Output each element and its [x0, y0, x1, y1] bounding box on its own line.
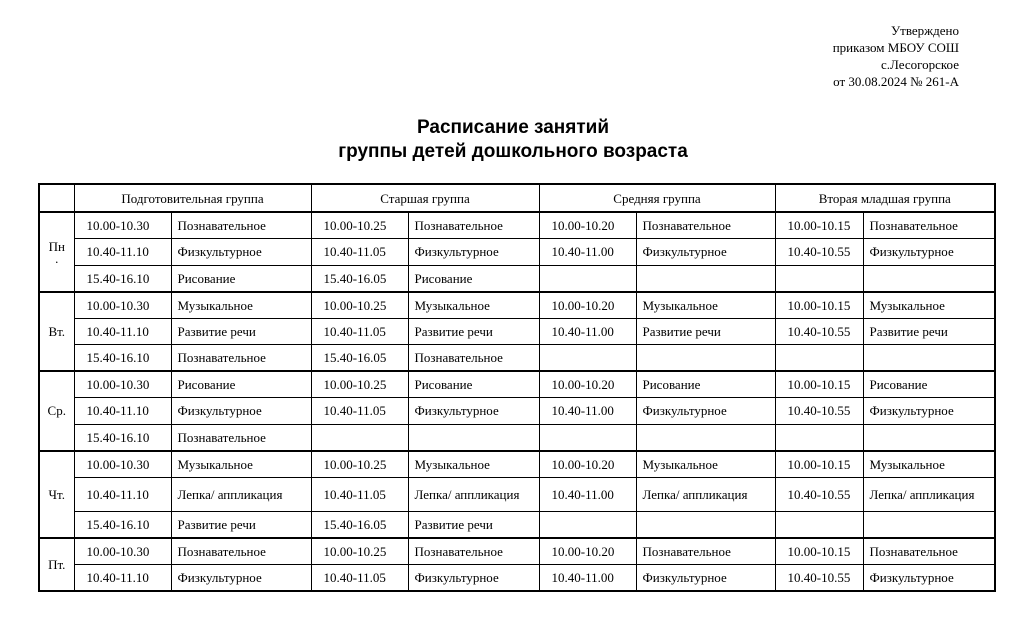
time-cell-junior: 10.00-10.15	[775, 292, 863, 319]
subject-cell-junior: Развитие речи	[863, 318, 995, 345]
subject-cell-middle: Музыкальное	[636, 292, 775, 319]
time-cell-senior: 15.40-16.05	[311, 345, 408, 372]
time-cell-middle: 10.00-10.20	[539, 292, 636, 319]
day-label	[39, 451, 74, 538]
day-label	[39, 292, 74, 372]
table-row	[39, 265, 995, 292]
time-cell-middle: 10.40-11.00	[539, 318, 636, 345]
time-cell-senior: 10.40-11.05	[311, 398, 408, 425]
subject-cell-prep: Рисование	[171, 371, 311, 398]
subject-cell-senior: Физкультурное	[408, 239, 539, 266]
time-cell-middle	[539, 345, 636, 372]
subject-cell-prep: Физкультурное	[171, 239, 311, 266]
table-row	[39, 345, 995, 372]
subject-cell-middle	[636, 511, 775, 538]
subject-cell-prep: Лепка/ аппликация	[171, 477, 311, 511]
subject-cell-junior	[863, 511, 995, 538]
subject-cell-junior: Лепка/ аппликация	[863, 477, 995, 511]
time-cell-prep: 15.40-16.10	[74, 424, 171, 451]
day-label-text: Пт.	[48, 556, 66, 572]
time-cell-junior	[775, 345, 863, 372]
header-group-middle: Средняя группа	[539, 184, 775, 212]
day-label	[39, 371, 74, 451]
time-cell-junior: 10.40-10.55	[775, 477, 863, 511]
subject-cell-middle: Познавательное	[636, 538, 775, 565]
schedule-table	[38, 183, 996, 592]
time-cell-prep: 10.40-11.10	[74, 398, 171, 425]
day-label-text: Ср.	[47, 403, 66, 419]
subject-cell-junior: Физкультурное	[863, 398, 995, 425]
time-cell-middle: 10.40-11.00	[539, 564, 636, 591]
subject-cell-junior	[863, 265, 995, 292]
time-cell-prep: 10.40-11.10	[74, 318, 171, 345]
time-cell-prep: 10.40-11.10	[74, 564, 171, 591]
subject-cell-middle: Познавательное	[636, 212, 775, 239]
time-cell-senior	[311, 424, 408, 451]
time-cell-senior: 15.40-16.05	[311, 511, 408, 538]
subject-cell-senior: Познавательное	[408, 538, 539, 565]
approval-block	[833, 22, 959, 90]
subject-cell-prep: Развитие речи	[171, 318, 311, 345]
approval-line-4: от 30.08.2024 № 261-А	[833, 74, 959, 89]
time-cell-prep: 10.00-10.30	[74, 292, 171, 319]
subject-cell-junior: Познавательное	[863, 212, 995, 239]
approval-line-3: с.Лесогорское	[881, 57, 959, 72]
table-row	[39, 511, 995, 538]
day-label-text: Пн	[48, 239, 65, 255]
subject-cell-middle: Музыкальное	[636, 451, 775, 478]
subject-cell-prep: Познавательное	[171, 212, 311, 239]
subject-cell-junior: Рисование	[863, 371, 995, 398]
time-cell-middle: 10.40-11.00	[539, 477, 636, 511]
subject-cell-senior: Рисование	[408, 265, 539, 292]
time-cell-senior: 10.00-10.25	[311, 292, 408, 319]
time-cell-prep: 10.40-11.10	[74, 477, 171, 511]
time-cell-senior: 10.00-10.25	[311, 212, 408, 239]
title-line-1: Расписание занятий	[416, 117, 610, 138]
subject-cell-middle: Физкультурное	[636, 564, 775, 591]
subject-cell-senior: Физкультурное	[408, 398, 539, 425]
time-cell-junior: 10.00-10.15	[775, 212, 863, 239]
subject-cell-prep: Познавательное	[171, 424, 311, 451]
table-row	[39, 239, 995, 266]
time-cell-middle: 10.00-10.20	[539, 371, 636, 398]
subject-cell-prep: Рисование	[171, 265, 311, 292]
time-cell-senior: 10.00-10.25	[311, 451, 408, 478]
header-group-junior: Вторая младшая группа	[775, 184, 995, 212]
subject-cell-prep: Развитие речи	[171, 511, 311, 538]
table-row	[39, 424, 995, 451]
table-row	[39, 477, 995, 511]
time-cell-prep: 10.00-10.30	[74, 538, 171, 565]
page-title	[0, 116, 1026, 164]
time-cell-senior: 15.40-16.05	[311, 265, 408, 292]
subject-cell-junior: Физкультурное	[863, 239, 995, 266]
time-cell-junior: 10.40-10.55	[775, 398, 863, 425]
time-cell-middle	[539, 265, 636, 292]
subject-cell-junior: Музыкальное	[863, 292, 995, 319]
time-cell-junior: 10.40-10.55	[775, 318, 863, 345]
subject-cell-prep: Физкультурное	[171, 564, 311, 591]
subject-cell-middle	[636, 345, 775, 372]
subject-cell-prep: Познавательное	[171, 538, 311, 565]
time-cell-middle	[539, 511, 636, 538]
table-row	[39, 451, 995, 478]
subject-cell-senior: Лепка/ аппликация	[408, 477, 539, 511]
time-cell-senior: 10.40-11.05	[311, 477, 408, 511]
time-cell-junior: 10.40-10.55	[775, 239, 863, 266]
subject-cell-senior: Развитие речи	[408, 511, 539, 538]
time-cell-middle: 10.40-11.00	[539, 239, 636, 266]
subject-cell-middle: Физкультурное	[636, 398, 775, 425]
time-cell-middle: 10.00-10.20	[539, 212, 636, 239]
subject-cell-prep: Музыкальное	[171, 292, 311, 319]
subject-cell-middle	[636, 265, 775, 292]
subject-cell-prep: Физкультурное	[171, 398, 311, 425]
title-line-2: группы детей дошкольного возраста	[338, 141, 688, 162]
table-row	[39, 212, 995, 239]
time-cell-prep: 10.00-10.30	[74, 212, 171, 239]
subject-cell-junior: Познавательное	[863, 538, 995, 565]
day-label	[39, 538, 74, 591]
time-cell-junior	[775, 424, 863, 451]
day-label	[39, 212, 74, 292]
time-cell-middle	[539, 424, 636, 451]
time-cell-junior	[775, 265, 863, 292]
table-row	[39, 371, 995, 398]
day-label-text: Чт.	[48, 486, 65, 502]
subject-cell-middle	[636, 424, 775, 451]
subject-cell-middle: Развитие речи	[636, 318, 775, 345]
approval-line-1: Утверждено	[890, 23, 959, 38]
subject-cell-middle: Рисование	[636, 371, 775, 398]
time-cell-junior	[775, 511, 863, 538]
subject-cell-junior	[863, 424, 995, 451]
subject-cell-middle: Физкультурное	[636, 239, 775, 266]
subject-cell-prep: Познавательное	[171, 345, 311, 372]
subject-cell-middle: Лепка/ аппликация	[636, 477, 775, 511]
time-cell-junior: 10.00-10.15	[775, 451, 863, 478]
time-cell-prep: 10.00-10.30	[74, 371, 171, 398]
day-label-text: Вт.	[48, 323, 66, 339]
day-label-tail: .	[55, 251, 59, 267]
table-row	[39, 318, 995, 345]
header-group-senior: Старшая группа	[311, 184, 539, 212]
header-row	[39, 184, 995, 212]
time-cell-junior: 10.00-10.15	[775, 538, 863, 565]
time-cell-senior: 10.40-11.05	[311, 564, 408, 591]
schedule-body	[39, 212, 995, 591]
subject-cell-junior: Физкультурное	[863, 564, 995, 591]
time-cell-prep: 10.40-11.10	[74, 239, 171, 266]
time-cell-junior: 10.40-10.55	[775, 564, 863, 591]
time-cell-senior: 10.00-10.25	[311, 371, 408, 398]
subject-cell-prep: Музыкальное	[171, 451, 311, 478]
subject-cell-senior: Развитие речи	[408, 318, 539, 345]
time-cell-junior: 10.00-10.15	[775, 371, 863, 398]
subject-cell-senior: Музыкальное	[408, 451, 539, 478]
table-row	[39, 292, 995, 319]
subject-cell-junior	[863, 345, 995, 372]
subject-cell-senior: Музыкальное	[408, 292, 539, 319]
time-cell-middle: 10.40-11.00	[539, 398, 636, 425]
table-row	[39, 398, 995, 425]
time-cell-prep: 15.40-16.10	[74, 511, 171, 538]
subject-cell-senior: Физкультурное	[408, 564, 539, 591]
subject-cell-senior: Рисование	[408, 371, 539, 398]
header-group-prep: Подготовительная группа	[74, 184, 311, 212]
table-row	[39, 564, 995, 591]
subject-cell-senior	[408, 424, 539, 451]
table-row	[39, 538, 995, 565]
subject-cell-senior: Познавательное	[408, 345, 539, 372]
time-cell-prep: 10.00-10.30	[74, 451, 171, 478]
time-cell-senior: 10.00-10.25	[311, 538, 408, 565]
subject-cell-junior: Музыкальное	[863, 451, 995, 478]
subject-cell-senior: Познавательное	[408, 212, 539, 239]
header-corner	[39, 184, 74, 212]
approval-line-2: приказом МБОУ СОШ	[832, 40, 959, 55]
time-cell-middle: 10.00-10.20	[539, 538, 636, 565]
time-cell-prep: 15.40-16.10	[74, 345, 171, 372]
time-cell-middle: 10.00-10.20	[539, 451, 636, 478]
time-cell-prep: 15.40-16.10	[74, 265, 171, 292]
time-cell-senior: 10.40-11.05	[311, 239, 408, 266]
time-cell-senior: 10.40-11.05	[311, 318, 408, 345]
